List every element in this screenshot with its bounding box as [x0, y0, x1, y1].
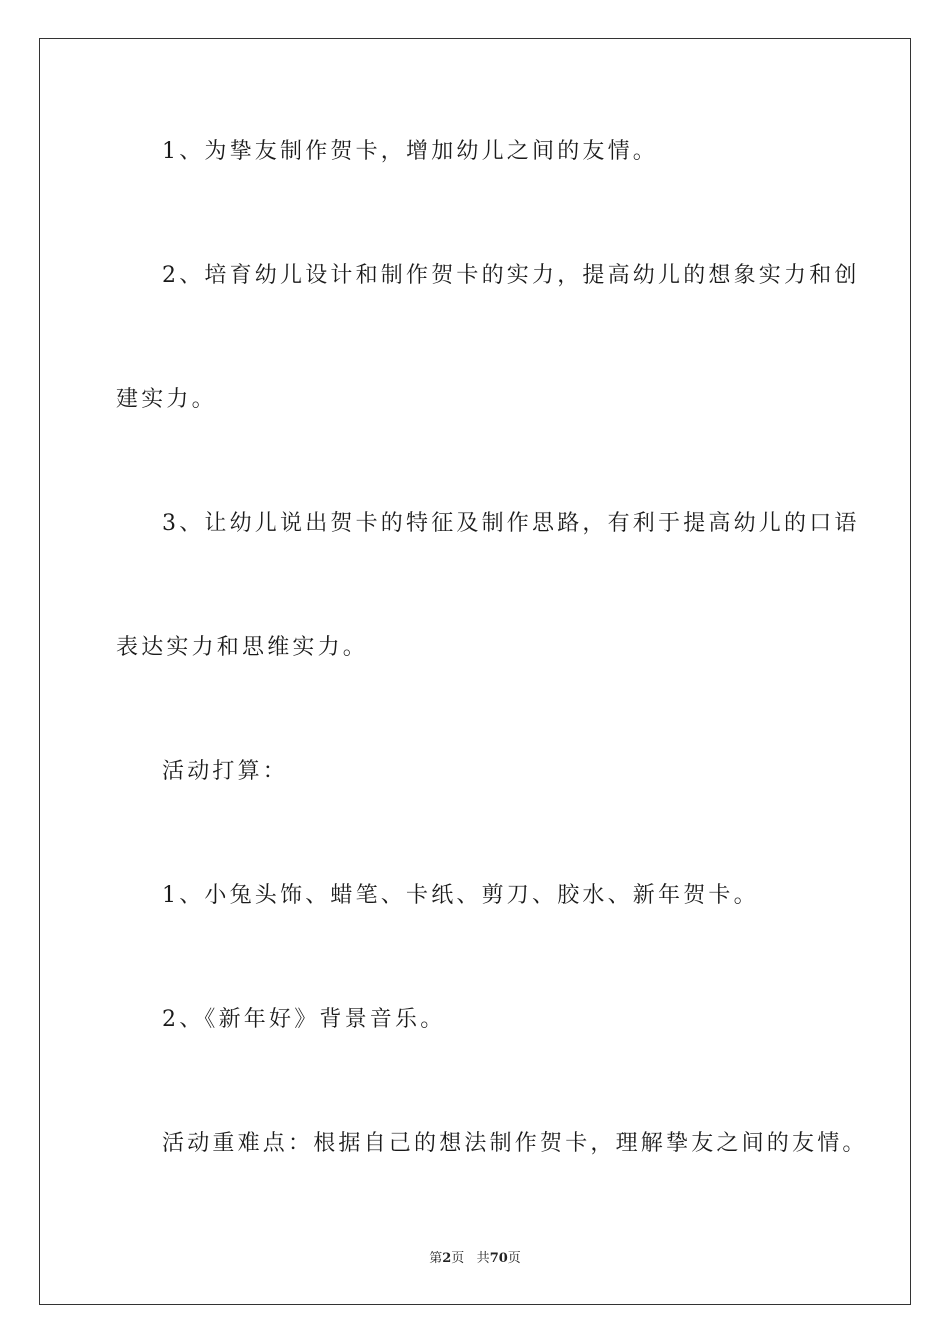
footer-current-page: 2 — [442, 1251, 452, 1266]
paragraph-preparation-1: 1、小兔头饰、蜡笔、卡纸、剪刀、胶水、新年贺卡。 — [162, 883, 759, 908]
footer-prefix: 第 — [429, 1251, 443, 1266]
page-border — [39, 38, 911, 1305]
paragraph-goal-2-continued: 建实力。 — [116, 387, 217, 412]
page-footer — [0, 1247, 950, 1266]
footer-total-pages: 70 — [489, 1251, 508, 1266]
paragraph-goal-3: 3、让幼儿说出贺卡的特征及制作思路，有利于提高幼儿的口语 — [162, 511, 860, 536]
paragraph-goal-1: 1、为挚友制作贺卡，增加幼儿之间的友情。 — [162, 139, 658, 164]
paragraph-goal-3-continued: 表达实力和思维实力。 — [116, 635, 369, 660]
section-heading-preparation: 活动打算： — [162, 759, 289, 784]
footer-page-unit: 页 — [451, 1251, 465, 1266]
footer-total-unit: 页 — [507, 1251, 521, 1266]
paragraph-goal-2: 2、培育幼儿设计和制作贺卡的实力，提高幼儿的想象实力和创 — [162, 263, 860, 288]
footer-total-prefix: 共 — [476, 1251, 490, 1266]
paragraph-key-points: 活动重难点：根据自己的想法制作贺卡，理解挚友之间的友情。 — [162, 1131, 868, 1156]
paragraph-preparation-2: 2、《新年好》背景音乐。 — [162, 1007, 446, 1032]
